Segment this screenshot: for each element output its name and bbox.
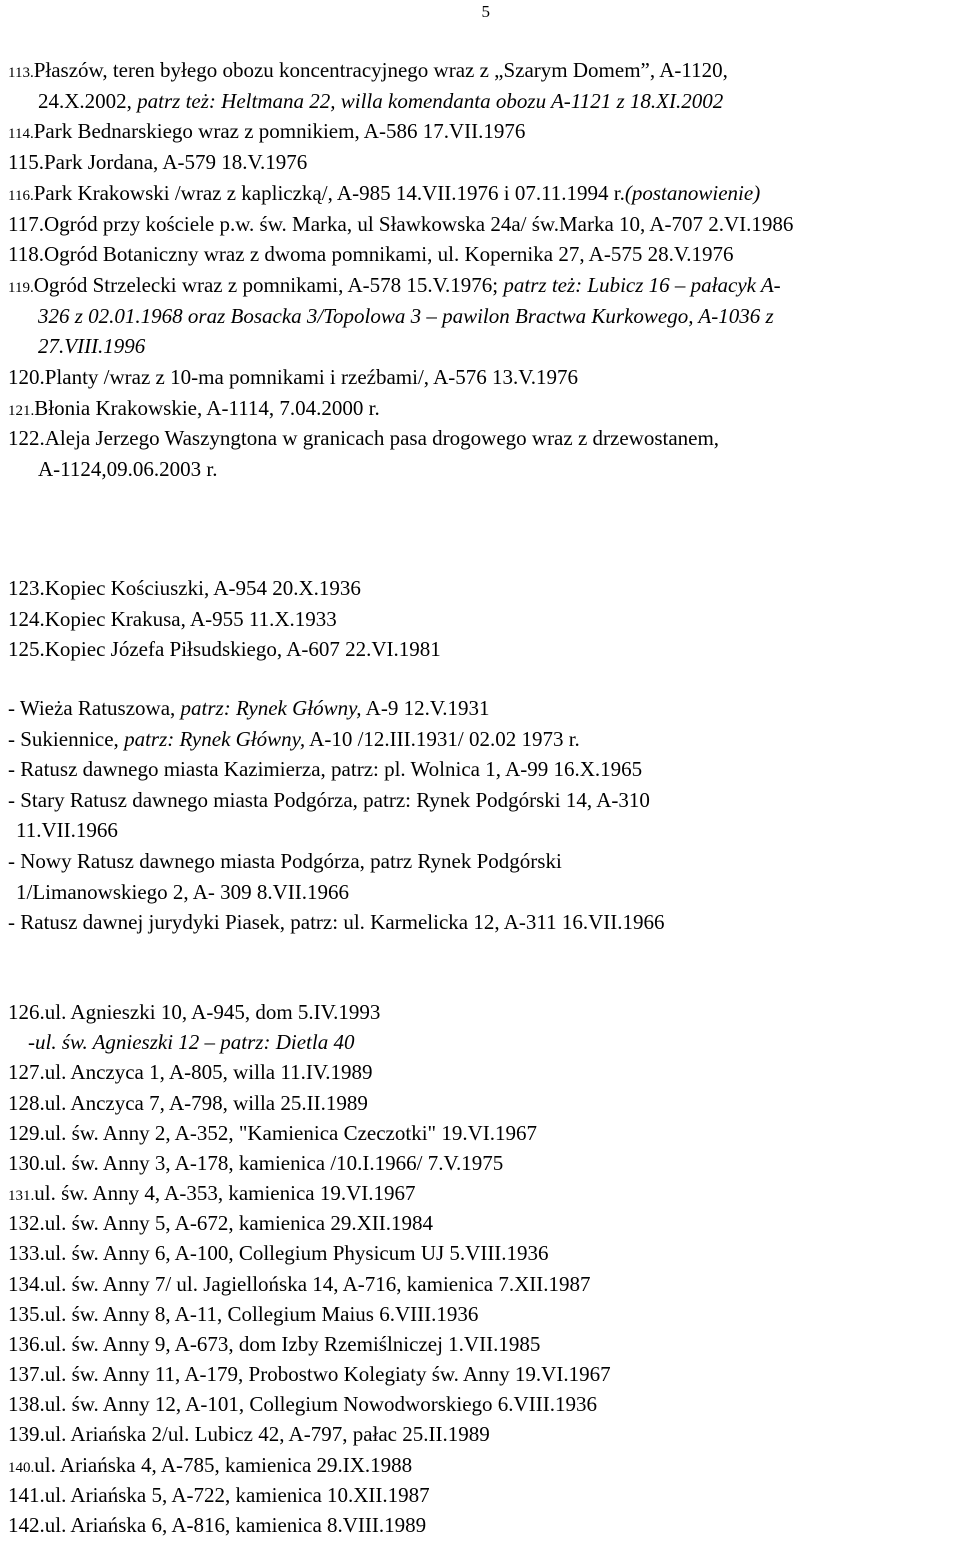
text-run: 128.ul. Anczyca 7, A-798, willa 25.II.1989 [8,1090,368,1115]
text-run: (postanowienie) [624,180,761,205]
list-item [8,150,307,174]
text-run: 120.Planty /wraz z 10-ma pomnikami i rzeźbami/, A-576 13.V.1976 [8,365,579,389]
list-item [8,1513,426,1537]
list-item [8,1121,537,1145]
text-run: 1/Limanowskiego 2, A- 309 8.VII.1966 [16,879,350,904]
text-run: patrz: Rynek Główny, [180,696,362,720]
list-item [8,1211,433,1235]
text-run: Ogród Strzelecki wraz z pomnikami, A-578 15.V.1976; [33,272,504,297]
list-item [8,1362,611,1386]
list-item [8,1302,478,1326]
text-run: Park Bednarskiego wraz z pomnikiem, A-586 17.VII.1976 [33,119,526,144]
list-item [8,1000,380,1024]
text-run: - Ratusz dawnego miasta Kazimierza, patrz: pl. Wolnica 1, A-99 16.X.1965 [8,757,643,782]
text-run: 138.ul. św. Anny 12, A-101, Collegium Nowodworskiego 6.VIII.1936 [8,1392,597,1417]
text-run: 131. [8,1188,35,1205]
list-item [8,426,719,450]
list-item [8,242,734,266]
list-item [8,1241,549,1265]
text-run: 135.ul. św. Anny 8, A-11, Collegium Maius 6.VIII.1936 [8,1301,479,1326]
text-run: 141.ul. Ariańska 5, A-722, kamienica 10.XII.1987 [8,1482,430,1507]
text-run: 113. [8,65,34,81]
text-run: patrz: Rynek Główny, [124,726,306,751]
list-item [8,727,580,751]
list-item [8,58,728,85]
text-run: 121. [8,402,35,419]
list-item [8,396,380,423]
text-run: 115.Park Jordana, A-579 18.V.1976 [8,150,308,175]
list-item [8,1091,368,1115]
list-item [8,1332,540,1356]
list-item [28,1030,354,1054]
text-run: Błonia Krakowskie, A-1114, 7.04.2000 r. [34,395,380,420]
list-item [8,757,642,781]
list-item [8,910,665,934]
text-run: 119. [8,279,34,296]
text-run: 125.Kopiec Józefa Piłsudskiego, A-607 22.VI.1981 [8,637,441,661]
text-run: 117.Ogród przy kościele p.w. św. Marka, ul Sławkowska 24a/ św.Marka 10, A-707 2.VI.1986 [8,211,794,236]
text-run: ul. Ariańska 4, A-785, kamienica 29.IX.1988 [34,1452,413,1477]
text-run: ul. św. Anny 4, A-353, kamienica 19.VI.1967 [34,1181,416,1206]
text-run: - Nowy Ratusz dawnego miasta Podgórza, patrz Rynek Podgórski [8,849,562,873]
list-item [8,696,490,720]
text-run: 326 z 02.01.1968 oraz Bosacka 3/Topolowa 3 – pawilon Bractwa Kurkowego, A-1036 z [38,303,774,328]
text-run: patrz też: Heltmana 22, willa komendanta obozu A-1121 z 18.XI.2002 [137,88,724,113]
text-run: 140. [8,1459,35,1476]
text-run: 133.ul. św. Anny 6, A-100, Collegium Physicum UJ 5.VIII.1936 [8,1241,549,1266]
text-run: 124.Kopiec Krakusa, A-955 11.X.1933 [8,606,337,631]
list-item [38,334,145,358]
text-run: Płaszów, teren byłego obozu koncentracyjnego wraz z „Szarym Domem”, A-1120, [33,58,728,82]
text-run: Park Krakowski /wraz z kapliczką/, A-985 14.VII.1976 i 07.11.1994 r. [33,180,625,205]
list-item [16,818,118,842]
text-run: 136.ul. św. Anny 9, A-673, dom Izby Rzemiślniczej 1.VII.1985 [8,1331,541,1356]
list-item [16,880,349,904]
list-item [8,1392,597,1416]
list-item [8,1060,373,1084]
text-run: 137.ul. św. Anny 11, A-179, Probostwo Kolegiaty św. Anny 19.VI.1967 [8,1362,611,1387]
text-run: 129.ul. św. Anny 2, A-352, "Kamienica Czeczotki" 19.VI.1967 [8,1120,538,1145]
list-item [8,365,578,389]
list-item [8,119,525,146]
text-run: 118.Ogród Botaniczny wraz z dwoma pomnikami, ul. Kopernika 27, A-575 28.V.1976 [8,242,734,267]
text-run: - Sukiennice, [8,726,125,751]
list-item [8,788,650,812]
list-item [38,304,774,328]
text-run: 132.ul. św. Anny 5, A-672, kamienica 29.XII.1984 [8,1211,434,1236]
text-run: patrz też: Lubicz 16 – pałacyk A- [503,272,781,297]
list-item [8,637,441,661]
text-run: 142.ul. Ariańska 6, A-816, kamienica 8.VIII.1989 [8,1512,427,1537]
text-run: A-10 /12.III.1931/ 02.02 1973 r. [305,726,580,751]
list-item [38,457,217,481]
text-run: A-1124,09.06.2003 r. [38,457,218,482]
list-item [8,212,793,236]
text-run: 27.VIII.1996 [38,334,146,359]
text-run: 130.ul. św. Anny 3, A-178, kamienica /10.I.1966/ 7.V.1975 [8,1150,504,1175]
list-item [8,1483,430,1507]
text-run: 134.ul. św. Anny 7/ ul. Jagiellońska 14, A-716, kamienica 7.XII.1987 [8,1271,591,1296]
text-run: 127.ul. Anczyca 1, A-805, willa 11.IV.1989 [8,1060,373,1085]
list-item [8,1453,412,1480]
text-run: - Ratusz dawnej jurydyki Piasek, patrz: ul. Karmelicka 12, A-311 16.VII.1966 [8,910,665,935]
text-run: 123.Kopiec Kościuszki, A-954 20.X.1936 [8,576,361,600]
list-item [38,89,723,113]
text-run: 24.X.2002, [38,88,138,113]
text-run: A-9 12.V.1931 [361,696,490,720]
text-run: - Wieża Ratuszowa, [8,696,181,720]
text-run: 114. [8,126,34,143]
text-run: 11.VII.1966 [16,818,118,843]
text-run: -ul. św. Agnieszki 12 – patrz: Dietla 40 [28,1030,355,1055]
text-run: - Stary Ratusz dawnego miasta Podgórza, patrz: Rynek Podgórski 14, A-310 [8,787,650,812]
list-item [8,273,781,300]
text-run: 139.ul. Ariańska 2/ul. Lubicz 42, A-797, pałac 25.II.1989 [8,1422,490,1447]
list-item [8,1272,590,1296]
list-item [8,1181,416,1208]
text-run: 126.ul. Agnieszki 10, A-945, dom 5.IV.1993 [8,1000,381,1024]
page-number: 5 [481,2,490,21]
text-run: 122.Aleja Jerzego Waszyngtona w granicach pasa drogowego wraz z drzewostanem, [8,426,720,451]
list-item [8,607,337,631]
text-run: 116. [8,187,34,204]
list-item [8,1151,503,1175]
list-item [8,1422,490,1446]
list-item [8,576,361,600]
list-item [8,181,760,208]
list-item [8,849,562,873]
